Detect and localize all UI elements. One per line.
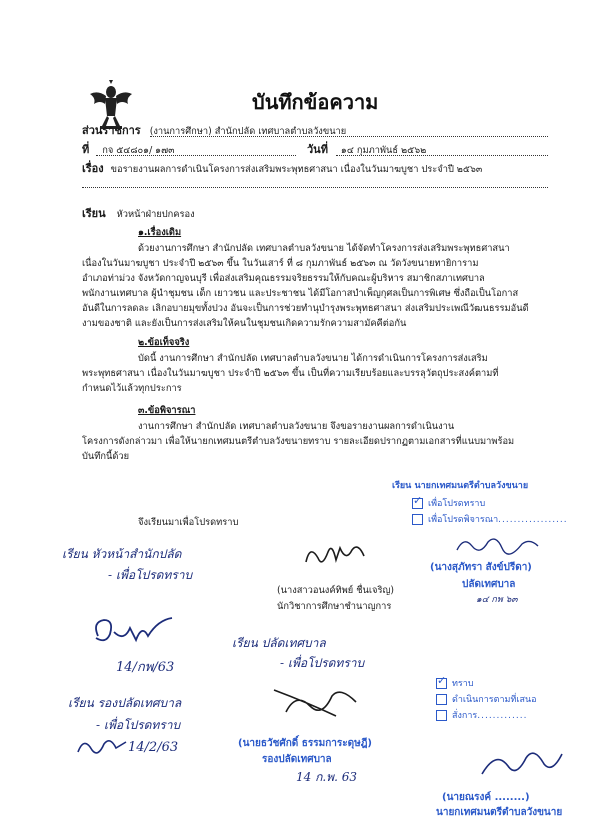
recipient-label: เรียน <box>82 207 106 220</box>
section-2-body <box>82 351 544 396</box>
signer-name: (นางสาวอนงค์ทิพย์ ชื่นเจริญ) <box>277 585 395 596</box>
stamp-bottom-option-2 <box>436 692 537 706</box>
section-3-heading: ๓.ข้อพิจารณา <box>138 405 196 416</box>
stamp-bottom-option-3-label: สั่งการ <box>452 711 478 721</box>
handwritten-note-mid-1: เรียน ปลัดเทศบาล <box>232 636 326 650</box>
subject-label: เรื่อง <box>82 162 104 175</box>
section-1-heading: ๑.เรื่องเดิม <box>138 227 182 238</box>
reference-value: กจ ๕๔๘๐๑/ ๑๗๓ <box>102 145 175 156</box>
stamp-top-option-2-label: เพื่อโปรดพิจารณา <box>428 515 499 525</box>
approval-stamp-top <box>392 478 572 618</box>
subject-value: ขอรายงานผลการดำเนินโครงการส่งเสริมพระพุทธศาสนา เนื่องในวันมาฆบูชา ประจำปี ๒๕๖๓ <box>110 164 483 175</box>
stamp-bottom-option-1-label: ทราบ <box>452 679 474 689</box>
handwritten-note-left-1: เรียน หัวหน้าสำนักปลัด <box>62 547 182 561</box>
deputy-date: 14 ก.พ. 63 <box>296 770 357 784</box>
stamp-top-date: ๑๔ กพ ๖๓ <box>476 595 518 605</box>
section-2-line: บัดนี้ งานการศึกษา สำนักปลัด เทศบาลตำบลวังขนาย ได้การดำเนินการโครงการส่งเสริม <box>138 353 488 364</box>
memo-title: บันทึกข้อความ <box>252 90 379 114</box>
stamp-top-name: (นางสุภัทรา สังข์ปรีดา) <box>430 562 532 573</box>
section-1-line: อันดีในการลดละ เลิกอบายมุขทั้งปวง อันจะเป็นการช่วยทำนุบำรุงพระพุทธศาสนา ส่งเสริมประเพณีวัฒนธรรมอันดี <box>82 303 529 314</box>
stamp-bottom-option-2-label: ดำเนินการตามที่เสนอ <box>452 695 537 705</box>
signature-stamp-top <box>452 532 542 556</box>
stamp-top-option-1-label: เพื่อโปรดทราบ <box>428 499 486 509</box>
reference-label: ที่ <box>82 143 90 156</box>
approval-stamp-bottom <box>436 668 586 818</box>
handwritten-note-left-3: เรียน รองปลัดเทศบาล <box>68 696 182 710</box>
date-underline <box>336 155 548 156</box>
section-3-line: งานการศึกษา สำนักปลัด เทศบาลตำบลวังขนาย จึงขอรายงานผลการดำเนินงาน <box>138 421 455 432</box>
signature-left-2 <box>72 732 132 760</box>
signature-bottom <box>476 744 566 784</box>
stamp-top-header: เรียน นายกเทศมนตรีตำบลวังขนาย <box>392 481 529 491</box>
section-1-line: ด้วยงานการศึกษา สำนักปลัด เทศบาลตำบลวังขนาย ได้จัดทำโครงการส่งเสริมพระพุทธศาสนา <box>138 243 510 254</box>
date-label: วันที่ <box>307 143 328 156</box>
section-3-line: บันทึกนี้ด้วย <box>82 451 130 462</box>
deputy-position: รองปลัดเทศบาล <box>262 754 332 765</box>
stamp-top-position: ปลัดเทศบาล <box>462 579 516 590</box>
subject-divider <box>82 187 548 188</box>
section-2-heading: ๒.ข้อเท็จจริง <box>138 337 190 348</box>
subject-row <box>82 162 482 176</box>
department-underline <box>150 136 548 137</box>
section-1-line: งามของชาติ และยังเป็นการส่งเสริมให้คนในชุมชนเกิดความรักความสามัคคีต่อกัน <box>82 318 407 329</box>
section-1-body <box>82 241 544 331</box>
section-3-line: โครงการดังกล่าวมา เพื่อให้นายกเทศมนตรีตำบลวังขนายทราบ รายละเอียดปรากฏตามเอกสารที่แนบมาพร้อม <box>82 436 515 447</box>
department-label: ส่วนราชการ <box>82 124 141 137</box>
stamp-top-option-1 <box>412 496 485 510</box>
checkbox-icon <box>436 710 447 721</box>
section-2-line: พระพุทธศาสนา เนื่องในวันมาฆบูชา ประจำปี ๒๕๖๓ ขึ้น เป็นที่ความเรียบร้อยและบรรลุวัตถุประสงค์ตามที่ <box>82 368 499 379</box>
signer-position: นักวิชาการศึกษาชำนาญการ <box>277 601 392 612</box>
signature-main <box>300 538 370 572</box>
recipient-row <box>82 207 195 221</box>
handwritten-note-mid-2: - เพื่อโปรดทราบ <box>280 656 365 670</box>
handwritten-date-left-1: 14/กพ/63 <box>116 660 175 675</box>
checkbox-icon <box>412 498 423 509</box>
stamp-top-option-2: เพื่อโปรดพิจารณา.................. <box>412 512 568 526</box>
section-2-line: กำหนดไว้แล้วทุกประการ <box>82 383 182 394</box>
closing-text: จึงเรียนมาเพื่อโปรดทราบ <box>138 517 239 528</box>
signature-left <box>88 612 178 652</box>
garuda-emblem <box>88 80 134 130</box>
handwritten-note-left-2: - เพื่อโปรดทราบ <box>108 568 193 582</box>
department-value: (งานการศึกษา) สำนักปลัด เทศบาลตำบลวังขนาย <box>149 126 347 137</box>
stamp-bottom-name: (นายณรงค์ ........) <box>442 792 530 803</box>
handwritten-note-left-4: - เพื่อโปรดทราบ <box>96 718 181 732</box>
section-1-line: พนักงานเทศบาล ผู้นำชุมชน เด็ก เยาวชน และประชาชน ได้มีโอกาสบำเพ็ญกุศลเป็นการพิเศษ ซึ่งถือเป็นโอกาส <box>82 288 519 299</box>
stamp-bottom-option-3: สั่งการ............. <box>436 708 527 722</box>
checkbox-icon <box>412 514 423 525</box>
checkbox-icon <box>436 678 447 689</box>
handwritten-date-left-2: 14/2/63 <box>128 740 179 755</box>
section-3-body <box>82 419 544 464</box>
deputy-name: (นายธวัชศักดิ์ ธรรมการะดุษฎี) <box>238 738 372 749</box>
reference-underline <box>96 155 296 156</box>
signature-mid <box>266 682 366 726</box>
recipient-value: หัวหน้าฝ่ายปกครอง <box>116 209 195 220</box>
section-1-line: อำเภอท่าม่วง จังหวัดกาญจนบุรี เพื่อส่งเสริมคุณธรรมจริยธรรมให้กับคณะผู้บริหาร สมาชิกสภาเทศบาล <box>82 273 485 284</box>
section-1-line: เนื่องในวันมาฆบูชา ประจำปี ๒๕๖๓ ขึ้น ในวันเสาร์ ที่ ๘ กุมภาพันธ์ ๒๕๖๓ ณ วัดวังขนายทายิการาม <box>82 258 479 269</box>
stamp-bottom-position: นายกเทศมนตรีตำบลวังขนาย <box>436 807 563 818</box>
checkbox-icon <box>436 694 447 705</box>
date-value: ๑๔ กุมภาพันธ์ ๒๕๖๒ <box>340 145 427 156</box>
stamp-bottom-option-1 <box>436 676 474 690</box>
